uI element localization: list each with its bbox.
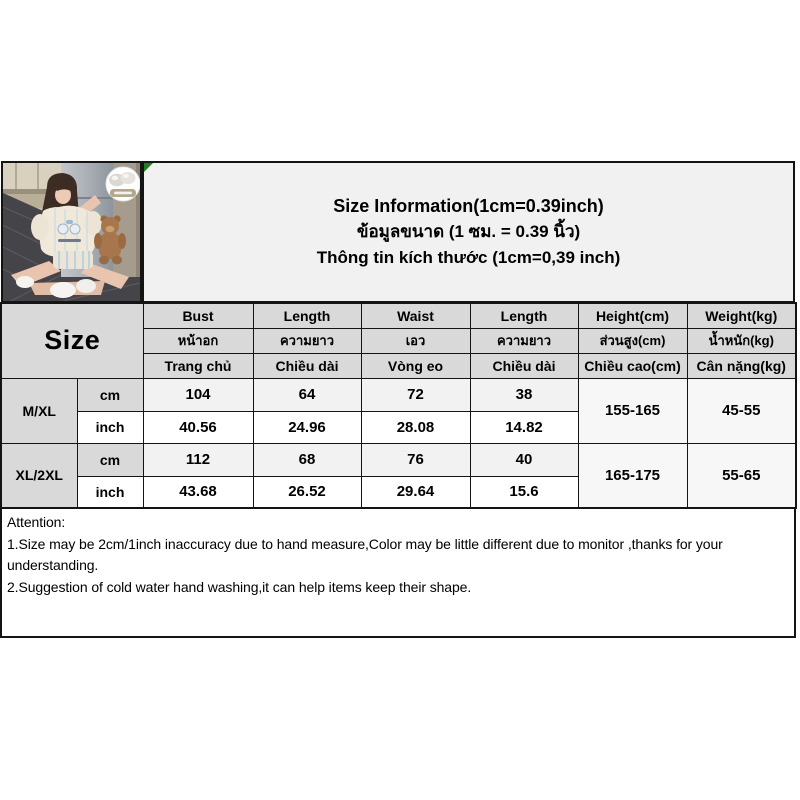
xl2xl-waist-inch: 29.64 <box>361 476 470 508</box>
col-header-waist: Waist <box>361 303 470 328</box>
unit-label-cm: cm <box>77 378 143 411</box>
col-header-weight-th: น้ำหนัก(kg) <box>687 328 796 353</box>
mxl-weight-range: 45-55 <box>687 378 796 443</box>
white-socks <box>50 282 76 298</box>
size-table <box>0 302 797 509</box>
row-xl2xl-cm <box>1 443 796 476</box>
xl2xl-waist-cm: 76 <box>361 443 470 476</box>
col-header-height: Height(cm) <box>578 303 687 328</box>
col-header-bust-th: หน้าอก <box>143 328 253 353</box>
mxl-bust-inch: 40.56 <box>143 411 253 443</box>
mxl-length-inch: 24.96 <box>253 411 361 443</box>
unit-label-inch-2: inch <box>77 476 143 508</box>
row-mxl-cm <box>1 378 796 411</box>
mxl-height-range: 155-165 <box>578 378 687 443</box>
xl2xl-length2-cm: 40 <box>470 443 578 476</box>
attention-box <box>0 507 796 638</box>
col-header-height-vi: Chiều cao(cm) <box>578 353 687 378</box>
title-thai: ข้อมูลขนาด (1 ซม. = 0.39 นิ้ว) <box>356 222 581 241</box>
title-english: Size Information(1cm=0.39inch) <box>333 196 604 216</box>
mxl-bust-cm: 104 <box>143 378 253 411</box>
col-header-weight: Weight(kg) <box>687 303 796 328</box>
badge-sticker <box>106 167 140 201</box>
col-header-bust: Bust <box>143 303 253 328</box>
xl2xl-height-range: 165-175 <box>578 443 687 508</box>
xl2xl-length-cm: 68 <box>253 443 361 476</box>
product-photo-illustration <box>3 163 140 301</box>
title-vietnamese: Thông tin kích thước (1cm=0,39 inch) <box>316 248 621 267</box>
attention-heading: Attention: <box>7 514 66 530</box>
size-label-xl2xl: XL/2XL <box>1 443 77 508</box>
col-header-height-th: ส่วนสูง(cm) <box>578 328 687 353</box>
xl2xl-bust-inch: 43.68 <box>143 476 253 508</box>
col-header-length2: Length <box>470 303 578 328</box>
mxl-length2-cm: 38 <box>470 378 578 411</box>
mxl-length-cm: 64 <box>253 378 361 411</box>
col-header-bust-vi: Trang chủ <box>143 353 253 378</box>
unit-label-cm-2: cm <box>77 443 143 476</box>
size-corner-cell: Size <box>1 303 143 378</box>
col-header-length2-vi: Chiều dài <box>470 353 578 378</box>
product-photo <box>1 161 142 303</box>
xl2xl-length2-inch: 15.6 <box>470 476 578 508</box>
xl2xl-length-inch: 26.52 <box>253 476 361 508</box>
green-corner-marker-icon <box>144 163 153 172</box>
mxl-waist-cm: 72 <box>361 378 470 411</box>
col-header-length2-th: ความยาว <box>470 328 578 353</box>
col-header-length-vi: Chiều dài <box>253 353 361 378</box>
header-row-english <box>1 303 796 328</box>
unit-label-inch: inch <box>77 411 143 443</box>
size-label-mxl: M/XL <box>1 378 77 443</box>
col-header-waist-th: เอว <box>361 328 470 353</box>
col-header-length-th: ความยาว <box>253 328 361 353</box>
mxl-length2-inch: 14.82 <box>470 411 578 443</box>
col-header-length: Length <box>253 303 361 328</box>
attention-note-2: 2.Suggestion of cold water hand washing,it can help items keep their shape. <box>7 578 472 595</box>
col-header-weight-vi: Cân nặng(kg) <box>687 353 796 378</box>
attention-note-1: 1.Size may be 2cm/1inch inaccuracy due to hand measure,Color may be little different due to monitor ,thanks for your understanding. <box>7 535 723 573</box>
title-box <box>142 161 795 303</box>
shirt-text-print <box>58 239 81 242</box>
xl2xl-bust-cm: 112 <box>143 443 253 476</box>
xl2xl-weight-range: 55-65 <box>687 443 796 508</box>
col-header-waist-vi: Vòng eo <box>361 353 470 378</box>
mxl-waist-inch: 28.08 <box>361 411 470 443</box>
